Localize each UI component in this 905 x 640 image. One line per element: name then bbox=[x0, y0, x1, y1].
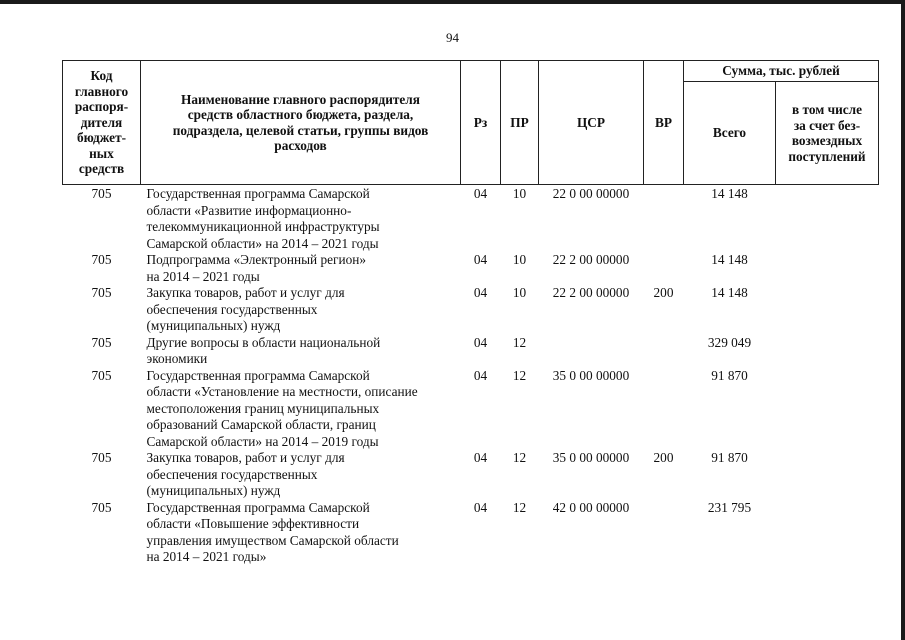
cell-rz: 04 bbox=[473, 285, 488, 300]
cell-free-receipts bbox=[776, 450, 879, 500]
cell-vr: 200 bbox=[653, 450, 674, 465]
header-line: расходов bbox=[274, 138, 327, 153]
cell-code: 705 bbox=[91, 186, 112, 201]
header-line: подраздела, целевой статьи, группы видов bbox=[172, 122, 429, 138]
cell-rz: 04 bbox=[473, 450, 488, 465]
cell-rz: 04 bbox=[473, 367, 488, 383]
name-line: области «Повышение эффективности bbox=[146, 516, 360, 531]
name-line: Закупка товаров, работ и услуг для bbox=[146, 285, 345, 300]
header-sum: Сумма, тыс. рублей bbox=[684, 61, 879, 82]
name-line: обеспечения государственных bbox=[146, 301, 318, 317]
page-number: 94 bbox=[446, 30, 459, 45]
cell-rz: 04 bbox=[473, 252, 488, 267]
cell-code: 705 bbox=[91, 334, 112, 350]
cell-code: 705 bbox=[91, 499, 112, 515]
cell-csr: 22 0 00 00000 bbox=[552, 186, 630, 201]
name-line: обеспечения государственных bbox=[146, 466, 318, 482]
header-csr: ЦСР bbox=[539, 61, 644, 185]
name-line: области «Установление на местности, описание bbox=[146, 384, 418, 399]
cell-name bbox=[141, 368, 461, 451]
cell-total: 231 795 bbox=[707, 499, 752, 515]
table-row bbox=[63, 252, 879, 285]
cell-vr: 200 bbox=[653, 285, 674, 300]
header-line: Наименование главного распорядителя bbox=[181, 91, 420, 107]
name-line: на 2014 – 2021 годы bbox=[146, 268, 260, 284]
name-line: (муниципальных) нужд bbox=[146, 318, 281, 333]
name-line: области «Развитие информационно- bbox=[146, 202, 352, 218]
name-line: Государственная программа Самарской bbox=[146, 186, 370, 201]
cell-pr: 12 bbox=[512, 450, 527, 465]
cell-total: 14 148 bbox=[711, 285, 748, 300]
cell-free-receipts bbox=[776, 368, 879, 451]
cell-free-receipts bbox=[776, 285, 879, 335]
cell-code: 705 bbox=[91, 450, 112, 465]
cell-total: 91 870 bbox=[711, 450, 748, 465]
cell-vr bbox=[644, 368, 684, 451]
header-vr: ВР bbox=[644, 61, 684, 185]
cell-code: 705 bbox=[91, 367, 112, 383]
header-total: Всего bbox=[684, 82, 776, 185]
scan-edge-right bbox=[901, 0, 905, 640]
header-line: средств bbox=[78, 161, 125, 177]
cell-total: 14 148 bbox=[711, 186, 748, 201]
name-line: экономики bbox=[146, 351, 208, 366]
cell-pr: 12 bbox=[512, 334, 527, 350]
cell-vr bbox=[644, 500, 684, 566]
cell-rz: 04 bbox=[473, 499, 488, 515]
scan-edge-top bbox=[0, 0, 905, 4]
cell-csr: 22 2 00 00000 bbox=[552, 252, 630, 267]
cell-pr: 10 bbox=[512, 186, 527, 201]
cell-vr bbox=[644, 185, 684, 253]
cell-vr bbox=[644, 252, 684, 285]
cell-name bbox=[141, 185, 461, 253]
name-line: местоположения границ муниципальных bbox=[146, 400, 380, 416]
header-line: Код bbox=[90, 68, 113, 84]
cell-total: 91 870 bbox=[711, 367, 748, 383]
header-line: поступлений bbox=[788, 148, 866, 164]
cell-free-receipts bbox=[776, 335, 879, 368]
header-rz: Рз bbox=[461, 61, 501, 185]
cell-code: 705 bbox=[91, 285, 112, 300]
cell-name bbox=[141, 500, 461, 566]
name-line: Закупка товаров, работ и услуг для bbox=[146, 450, 345, 465]
header-line: ных bbox=[89, 145, 114, 161]
cell-total: 14 148 bbox=[711, 252, 748, 267]
header-free-receipts bbox=[776, 82, 879, 185]
table-row bbox=[63, 500, 879, 566]
cell-csr: 35 0 00 00000 bbox=[552, 450, 630, 465]
header-code bbox=[63, 61, 141, 185]
header-line: средств областного бюджета, раздела, bbox=[187, 107, 414, 122]
name-line: Государственная программа Самарской bbox=[146, 499, 370, 515]
name-line: образований Самарской области, границ bbox=[146, 417, 376, 432]
cell-vr bbox=[644, 335, 684, 368]
cell-total: 329 049 bbox=[707, 334, 752, 350]
table-row bbox=[63, 450, 879, 500]
cell-csr: 22 2 00 00000 bbox=[552, 285, 630, 300]
cell-pr: 12 bbox=[512, 499, 527, 515]
cell-pr: 10 bbox=[512, 252, 527, 267]
cell-name bbox=[141, 450, 461, 500]
cell-csr bbox=[539, 335, 644, 368]
name-line: Самарской области» на 2014 – 2021 годы bbox=[146, 235, 379, 251]
table-row bbox=[63, 335, 879, 368]
name-line: Государственная программа Самарской bbox=[146, 367, 370, 383]
cell-name bbox=[141, 252, 461, 285]
header-line: дителя bbox=[80, 114, 123, 130]
cell-csr: 42 0 00 00000 bbox=[552, 499, 630, 515]
cell-free-receipts bbox=[776, 185, 879, 253]
name-line: (муниципальных) нужд bbox=[146, 483, 281, 498]
header-line: в том числе bbox=[791, 102, 863, 117]
name-line: на 2014 – 2021 годы» bbox=[146, 549, 267, 564]
header-line: бюджет- bbox=[76, 130, 127, 146]
cell-pr: 12 bbox=[512, 367, 527, 383]
header-line: главного bbox=[74, 83, 129, 99]
header-name bbox=[141, 61, 461, 185]
name-line: управления имуществом Самарской области bbox=[146, 532, 399, 548]
cell-free-receipts bbox=[776, 252, 879, 285]
cell-rz: 04 bbox=[473, 334, 488, 350]
cell-name bbox=[141, 335, 461, 368]
table-row bbox=[63, 185, 879, 253]
name-line: Другие вопросы в области национальной bbox=[146, 334, 381, 350]
header-line: возмездных bbox=[791, 133, 863, 148]
cell-free-receipts bbox=[776, 500, 879, 566]
table-row bbox=[63, 285, 879, 335]
header-pr: ПР bbox=[501, 61, 539, 185]
cell-code: 705 bbox=[91, 252, 112, 267]
table-body bbox=[63, 185, 879, 566]
table-row bbox=[63, 368, 879, 451]
budget-table bbox=[62, 60, 879, 566]
name-line: телекоммуникационной инфраструктуры bbox=[146, 219, 380, 234]
cell-csr: 35 0 00 00000 bbox=[552, 367, 630, 383]
cell-rz: 04 bbox=[473, 186, 488, 201]
name-line: Подпрограмма «Электронный регион» bbox=[146, 252, 366, 267]
name-line: Самарской области» на 2014 – 2019 годы bbox=[146, 433, 379, 449]
cell-pr: 10 bbox=[512, 285, 527, 300]
header-line: распоря- bbox=[74, 99, 129, 115]
header-line: за счет без- bbox=[793, 117, 861, 133]
cell-name bbox=[141, 285, 461, 335]
